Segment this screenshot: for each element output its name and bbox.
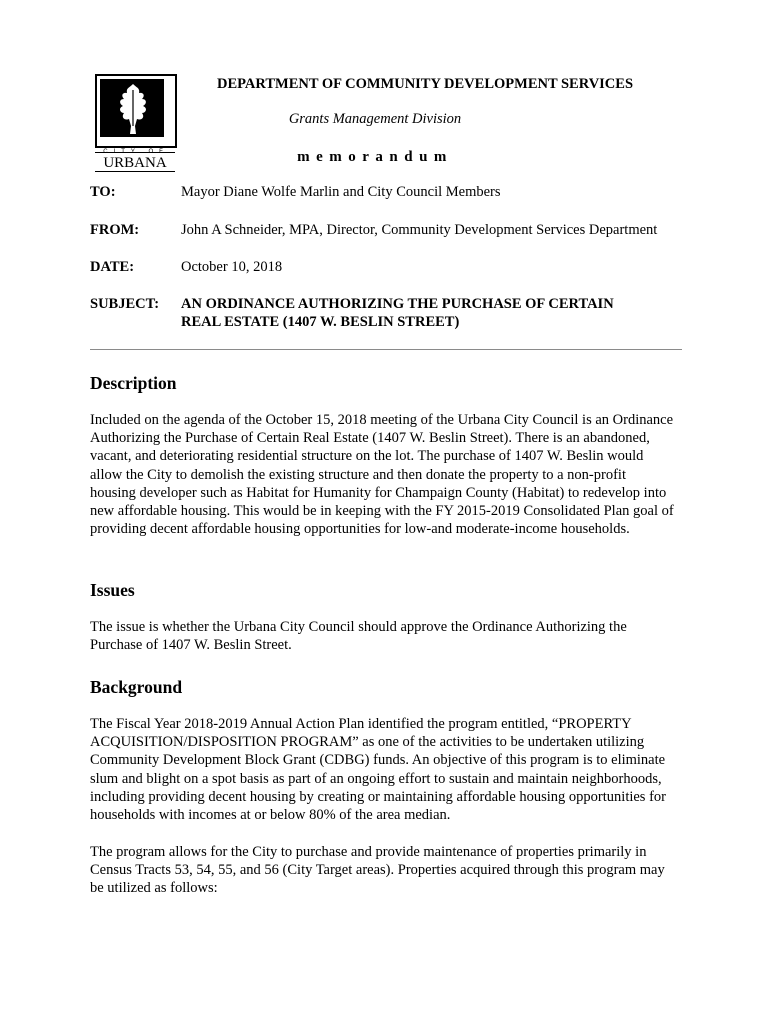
from-label: FROM: xyxy=(90,222,140,238)
division-subtitle: Grants Management Division xyxy=(288,111,462,127)
logo-urbana-text: URBANA xyxy=(95,155,175,172)
to-label: TO: xyxy=(90,184,116,200)
oak-leaf-icon xyxy=(109,82,159,138)
logo-city-text: CITY OF xyxy=(103,149,169,155)
background-paragraph-1: The Fiscal Year 2018-2019 Annual Action Plan identified the program entitled, “PROPERTY ACQUISITION/DISPOSITION PROGRAM” as one of the activities to be undertaken utilizing Community Development Block Grant (CDBG) funds. An objective of this program is to eliminate slum and blight on a spot basis as part of an ongoing effort to sustain and maintain neighborhoods, including providing decent housing by creating or maintaining affordable housing opportunities for households with incomes at or below 80% of the area median. xyxy=(90,716,666,824)
description-paragraph: Included on the agenda of the October 15, 2018 meeting of the Urbana City Council is an Ordinance Authorizing the Purchase of Certain Real Estate (1407 W. Beslin Street). There is an abandoned, vacant, and deteriorating residential structure on the lot. The purchase of 1407 W. Beslin would allow the City to demolish the existing structure and then donate the property to a non-profit housing developer such as Habitat for Humanity for Champaign County (Habitat) to redevelop into new affordable housing. This would be in keeping with the FY 2015-2019 Consolidated Plan goal of providing decent affordable housing opportunities for low-and moderate-income households. xyxy=(90,412,674,538)
issues-paragraph: The issue is whether the Urbana City Council should approve the Ordinance Authorizing the Purchase of 1407 W. Beslin Street. xyxy=(90,619,627,654)
subject-label: SUBJECT: xyxy=(90,296,160,312)
department-title: DEPARTMENT OF COMMUNITY DEVELOPMENT SERVICES xyxy=(216,76,634,92)
subject-value: AN ORDINANCE AUTHORIZING THE PURCHASE OF CERTAIN REAL ESTATE (1407 W. BESLIN STREET) xyxy=(181,296,614,330)
date-label: DATE: xyxy=(90,259,135,275)
memorandum-label: memorandum xyxy=(297,149,453,165)
background-paragraph-2: The program allows for the City to purchase and provide maintenance of properties primarily in Census Tracts 53, 54, 55, and 56 (City Target areas). Properties acquired through this program may be utilized as follows: xyxy=(90,844,665,897)
to-value: Mayor Diane Wolfe Marlin and City Council Members xyxy=(181,184,501,200)
city-of-urbana-logo xyxy=(95,74,177,169)
background-heading: Background xyxy=(90,677,183,697)
date-value: October 10, 2018 xyxy=(181,259,283,275)
description-heading: Description xyxy=(90,373,177,393)
issues-heading: Issues xyxy=(90,580,135,600)
from-value: John A Schneider, MPA, Director, Community Development Services Department xyxy=(181,222,658,238)
header-divider xyxy=(90,349,682,350)
